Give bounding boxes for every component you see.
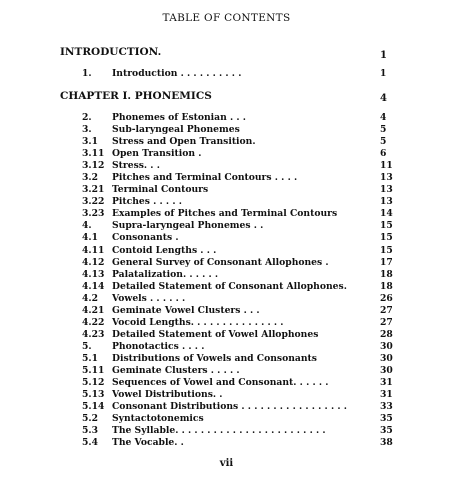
entry-text: Phonotactics . . . . <box>112 340 205 352</box>
entry-text: Consonant Distributions . . . . . . . . . . . . . . . . . <box>112 401 347 413</box>
entry-page: 13 <box>380 184 393 196</box>
toc-entry <box>82 293 392 305</box>
toc-entry <box>82 341 392 353</box>
section-heading-chapter-1: CHAPTER I. PHONEMICS <box>60 90 212 102</box>
entry-page: 30 <box>380 364 393 376</box>
toc-entry <box>82 124 392 136</box>
toc-entry <box>82 353 392 365</box>
entry-text: General Survey of Consonant Allophones . <box>112 256 329 268</box>
toc-entry <box>82 329 392 341</box>
entry-number: 4.12 <box>82 256 105 268</box>
entry-page: 5 <box>380 136 387 148</box>
entry-page: 33 <box>380 401 393 413</box>
toc-entry <box>82 68 392 80</box>
entry-number: 4.11 <box>82 244 105 256</box>
entry-number: 4.21 <box>82 304 105 316</box>
entry-text: Terminal Contours <box>112 184 209 196</box>
toc-entry <box>82 269 392 281</box>
entry-page: 27 <box>380 316 393 328</box>
toc-entry <box>82 425 392 437</box>
toc-entry <box>82 148 392 160</box>
page-title: TABLE OF CONTENTS <box>162 12 291 24</box>
entry-text: Open Transition . <box>112 148 202 160</box>
entry-number: 5.13 <box>82 389 105 401</box>
entry-number: 5.11 <box>82 364 105 376</box>
entry-text: Consonants . <box>112 232 179 244</box>
entry-number: 3.22 <box>82 196 105 208</box>
section-heading-introduction: INTRODUCTION. <box>60 46 162 58</box>
entry-text: Palatalization. . . . . . <box>112 268 219 280</box>
toc-entry <box>82 245 392 257</box>
entry-text: Detailed Statement of Consonant Allophones. <box>112 280 347 292</box>
entry-page: 18 <box>380 268 393 280</box>
toc-entry <box>82 437 392 449</box>
toc-entry <box>82 281 392 293</box>
entry-page: 35 <box>380 413 393 425</box>
entry-page: 15 <box>380 244 393 256</box>
entry-number: 3.12 <box>82 160 105 172</box>
toc-entry <box>82 196 392 208</box>
entry-number: 3.21 <box>82 184 105 196</box>
entry-number: 5.1 <box>82 352 98 364</box>
entry-number: 4.23 <box>82 328 105 340</box>
section-page-chapter-1: 4 <box>380 93 387 104</box>
entry-text: Pitches and Terminal Contours . . . . <box>112 172 298 184</box>
entry-page: 15 <box>380 220 393 232</box>
entry-text: Detailed Statement of Vowel Allophones <box>112 328 319 340</box>
toc-entry <box>82 220 392 232</box>
entry-page: 30 <box>380 352 393 364</box>
entry-text: Vocoid Lengths. . . . . . . . . . . . . . . <box>112 316 284 328</box>
entry-number: 3.23 <box>82 208 105 220</box>
toc-entry <box>82 172 392 184</box>
entry-text: Sequences of Vowel and Consonant. . . . . . <box>112 377 329 389</box>
entry-number: 4. <box>82 220 92 232</box>
entry-page: 14 <box>380 208 393 220</box>
entry-number: 3.1 <box>82 136 98 148</box>
entry-page: 15 <box>380 232 393 244</box>
entry-number: 4.2 <box>82 292 98 304</box>
entry-page: 1 <box>380 68 387 79</box>
entry-page: 11 <box>380 160 393 172</box>
toc-entry <box>82 389 392 401</box>
entry-text: Supra-laryngeal Phonemes . . <box>112 220 264 232</box>
entry-number: 2. <box>82 112 92 123</box>
entry-page: 13 <box>380 196 393 208</box>
entry-text: Geminate Clusters . . . . . <box>112 364 240 376</box>
entry-number: 3. <box>82 124 92 136</box>
toc-entry <box>82 208 392 220</box>
entry-page: 6 <box>380 148 387 160</box>
entry-number: 4.14 <box>82 280 105 292</box>
entry-text: The Vocable. . <box>112 437 184 449</box>
entry-text: Phonemes of Estonian . . . <box>112 112 246 123</box>
entry-page: 30 <box>380 340 393 352</box>
entry-page: 17 <box>380 256 393 268</box>
entry-page: 13 <box>380 172 393 184</box>
toc-entry <box>82 365 392 377</box>
toc-entry <box>82 112 392 124</box>
toc-entries-list <box>82 112 392 449</box>
toc-entry <box>82 413 392 425</box>
entry-page: 31 <box>380 377 393 389</box>
entry-page: 38 <box>380 437 393 449</box>
entry-text: Vowel Distributions. . <box>112 389 223 401</box>
toc-entry <box>82 401 392 413</box>
entry-text: Introduction . . . . . . . . . . <box>112 68 242 79</box>
entry-page: 35 <box>380 425 393 437</box>
entry-page: 5 <box>380 124 387 136</box>
entry-number: 5.3 <box>82 425 98 437</box>
entry-page: 26 <box>380 292 393 304</box>
entry-number: 5.12 <box>82 377 105 389</box>
entry-text: Stress and Open Transition. <box>112 136 256 148</box>
entry-text: Geminate Vowel Clusters . . . <box>112 304 260 316</box>
toc-entry <box>82 257 392 269</box>
toc-entry <box>82 317 392 329</box>
entry-page: 4 <box>380 112 387 123</box>
entry-text: Stress. . . <box>112 160 160 172</box>
entry-number: 4.1 <box>82 232 98 244</box>
entry-number: 5.2 <box>82 413 98 425</box>
entry-number: 5. <box>82 340 92 352</box>
section-page-introduction: 1 <box>380 50 387 61</box>
entry-number: 5.14 <box>82 401 105 413</box>
entry-text: Contoid Lengths . . . <box>112 244 217 256</box>
entry-text: Syntactotonemics <box>112 413 204 425</box>
entry-text: Examples of Pitches and Terminal Contours <box>112 208 338 220</box>
page-number: vii <box>219 458 234 469</box>
entry-page: 31 <box>380 389 393 401</box>
toc-entry <box>82 136 392 148</box>
entry-text: Pitches . . . . . <box>112 196 182 208</box>
toc-entry <box>82 377 392 389</box>
entry-number: 3.2 <box>82 172 98 184</box>
entry-number: 1. <box>82 68 92 79</box>
toc-entry <box>82 232 392 244</box>
entry-number: 4.13 <box>82 268 105 280</box>
entry-page: 18 <box>380 280 393 292</box>
entry-text: The Syllable. . . . . . . . . . . . . . . . . . . . . . . . <box>112 425 326 437</box>
entry-text: Vowels . . . . . . <box>112 292 186 304</box>
entry-number: 5.4 <box>82 437 98 449</box>
entry-number: 3.11 <box>82 148 105 160</box>
entry-text: Sub-laryngeal Phonemes <box>112 124 240 136</box>
entry-page: 27 <box>380 304 393 316</box>
toc-entry <box>82 305 392 317</box>
entry-page: 28 <box>380 328 393 340</box>
toc-entry <box>82 160 392 172</box>
entry-text: Distributions of Vowels and Consonants <box>112 352 317 364</box>
entry-number: 4.22 <box>82 316 105 328</box>
toc-entry <box>82 184 392 196</box>
